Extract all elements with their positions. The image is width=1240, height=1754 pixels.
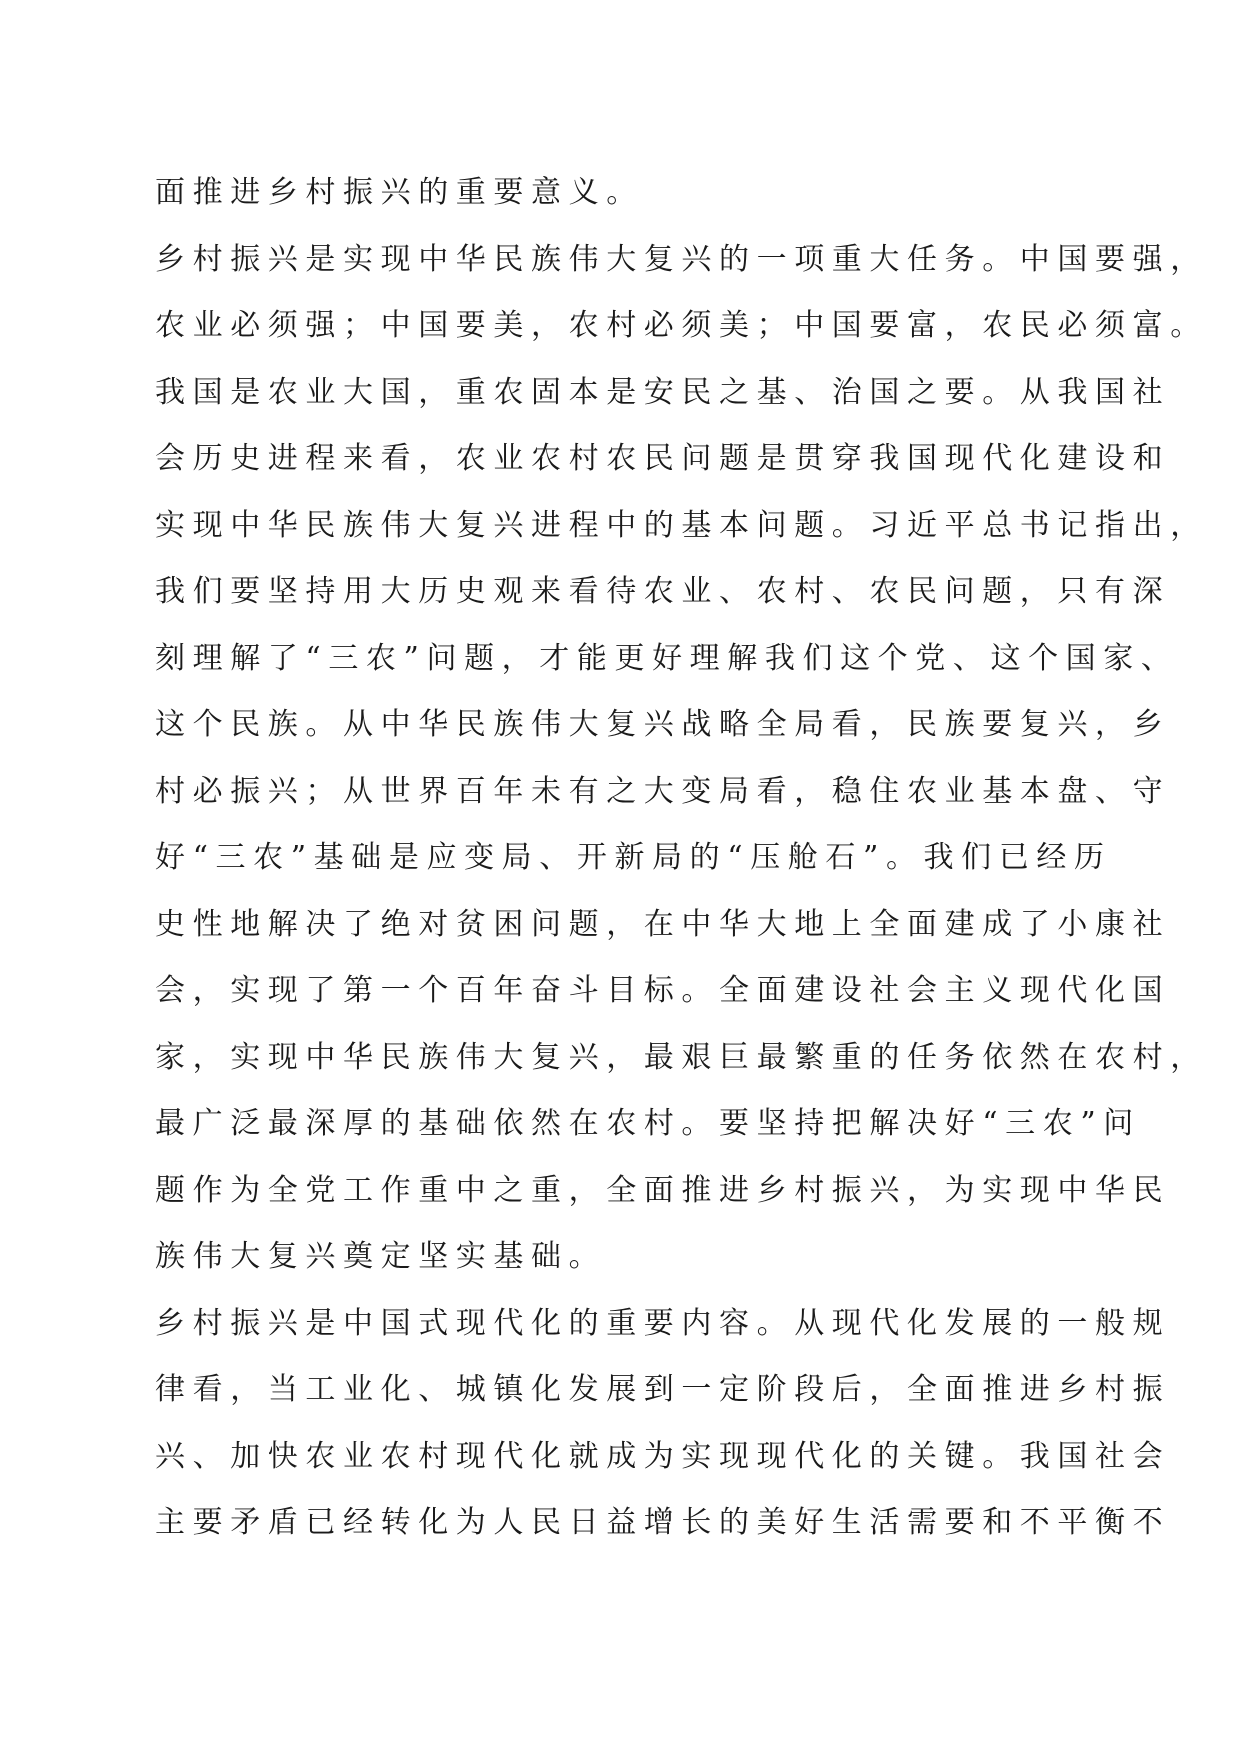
text-line: 兴、加快农业农村现代化就成为实现现代化的关键。我国社会 [155, 1438, 1171, 1474]
text-line: 会，实现了第一个百年奋斗目标。全面建设社会主义现代化国 [155, 973, 1171, 1008]
text-line: 面推进乡村振兴的重要意义。 [155, 175, 644, 210]
text-line: 我们要坚持用大历史观来看待农业、农村、农民问题，只有深 [155, 574, 1171, 609]
text-line: 史性地解决了绝对贫困问题，在中华大地上全面建成了小康社 [155, 906, 1171, 942]
text-line: 族伟大复兴奠定坚实基础。 [155, 1239, 607, 1274]
text-line: 我国是农业大国，重农固本是安民之基、治国之要。从我国社 [155, 374, 1171, 410]
text-line: 会历史进程来看，农业农村农民问题是贯穿我国现代化建设和 [155, 441, 1171, 476]
text-line: 乡村振兴是中国式现代化的重要内容。从现代化发展的一般规 [155, 1305, 1171, 1341]
text-line: 主要矛盾已经转化为人民日益增长的美好生活需要和不平衡不 [155, 1505, 1171, 1540]
text-line: 家，实现中华民族伟大复兴，最艰巨最繁重的任务依然在农村， [155, 1039, 1208, 1075]
text-line: 刻理解了“三农”问题，才能更好理解我们这个党、这个国家、 [155, 640, 1179, 676]
text-line: 这个民族。从中华民族伟大复兴战略全局看，民族要复兴，乡 [155, 707, 1171, 742]
text-line: 律看，当工业化、城镇化发展到一定阶段后，全面推进乡村振 [155, 1372, 1171, 1407]
text-line: 最广泛最深厚的基础依然在农村。要坚持把解决好“三农”问 [155, 1106, 1141, 1141]
text-line: 实现中华民族伟大复兴进程中的基本问题。习近平总书记指出， [155, 507, 1208, 543]
text-line: 题作为全党工作重中之重，全面推进乡村振兴，为实现中华民 [155, 1172, 1171, 1208]
text-line: 乡村振兴是实现中华民族伟大复兴的一项重大任务。中国要强， [155, 241, 1208, 277]
body-text [155, 160, 1208, 1557]
text-line: 好“三农”基础是应变局、开新局的“压舱石”。我们已经历 [155, 840, 1112, 875]
text-line: 农业必须强；中国要美，农村必须美；中国要富，农民必须富。 [155, 308, 1208, 343]
text-line: 村必振兴；从世界百年未有之大变局看，稳住农业基本盘、守 [155, 773, 1171, 809]
